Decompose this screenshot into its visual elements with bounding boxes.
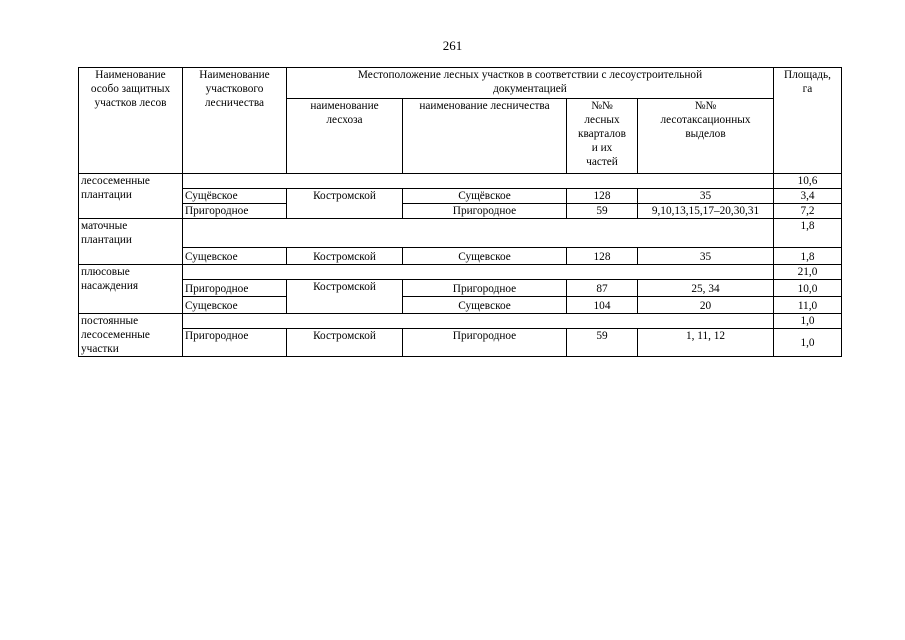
cell-area: 3,4 [774,189,842,204]
header-lesnichestvo: наименование лесничества [403,99,567,174]
cell-lesnichestvo: Пригородное [403,280,567,297]
cell-leskhoz: Костромской [287,280,403,314]
cell-vydely: 1, 11, 12 [638,329,774,357]
section-name: плюсовые насаждения [79,265,183,314]
cell-uchastok: Сущевское [183,297,287,314]
section-blank [183,265,774,280]
cell-area: 1,8 [774,248,842,265]
cell-vydely: 35 [638,189,774,204]
header-kvartaly: №№ лесных кварталов и их частей [567,99,638,174]
cell-kvartaly: 128 [567,248,638,265]
cell-lesnichestvo: Пригородное [403,204,567,219]
section-blank [183,314,774,329]
cell-vydely: 9,10,13,15,17–20,30,31 [638,204,774,219]
cell-uchastok: Пригородное [183,204,287,219]
header-location-group: Местоположение лесных участков в соответствии с лесоустроительной документацией [287,68,774,99]
section-blank [183,174,774,189]
cell-kvartaly: 104 [567,297,638,314]
section-name: маточные плантации [79,219,183,265]
cell-uchastok: Сущёвское [183,189,287,204]
cell-area: 10,0 [774,280,842,297]
cell-kvartaly: 59 [567,204,638,219]
cell-uchastok: Пригородное [183,280,287,297]
section-row [79,219,842,248]
section-blank [183,219,774,248]
cell-area: 11,0 [774,297,842,314]
cell-vydely: 20 [638,297,774,314]
forest-areas-table [78,67,842,357]
header-protected-areas: Наименование особо защитных участков лесов [79,68,183,174]
cell-vydely: 25, 34 [638,280,774,297]
section-total: 1,8 [774,219,842,248]
cell-area: 1,0 [774,329,842,357]
cell-kvartaly: 59 [567,329,638,357]
cell-lesnichestvo: Сущёвское [403,189,567,204]
cell-area: 7,2 [774,204,842,219]
cell-lesnichestvo: Сущевское [403,297,567,314]
cell-leskhoz: Костромской [287,189,403,219]
cell-lesnichestvo: Пригородное [403,329,567,357]
cell-uchastok: Пригородное [183,329,287,357]
table-row [79,297,842,314]
header-leskhoz: наименование лесхоза [287,99,403,174]
cell-leskhoz: Костромской [287,248,403,265]
cell-vydely: 35 [638,248,774,265]
header-vydely: №№ лесотаксационных выделов [638,99,774,174]
table-row [79,248,842,265]
section-name: лесосеменные плантации [79,174,183,219]
table-row [79,280,842,297]
table-row [79,329,842,357]
section-total: 1,0 [774,314,842,329]
cell-kvartaly: 87 [567,280,638,297]
page-number: 261 [442,38,463,53]
table-row [79,204,842,219]
cell-kvartaly: 128 [567,189,638,204]
section-name: постоянные лесосеменные участки [79,314,183,357]
section-total: 21,0 [774,265,842,280]
cell-uchastok: Сущевское [183,248,287,265]
section-total: 10,6 [774,174,842,189]
header-district-forestry: Наименование участкового лесничества [183,68,287,174]
section-row [79,314,842,329]
header-area: Площадь, га [774,68,842,174]
section-row [79,265,842,280]
cell-leskhoz: Костромской [287,329,403,357]
section-row [79,174,842,189]
cell-lesnichestvo: Сущевское [403,248,567,265]
table-header-row [79,68,842,99]
table-row [79,189,842,204]
